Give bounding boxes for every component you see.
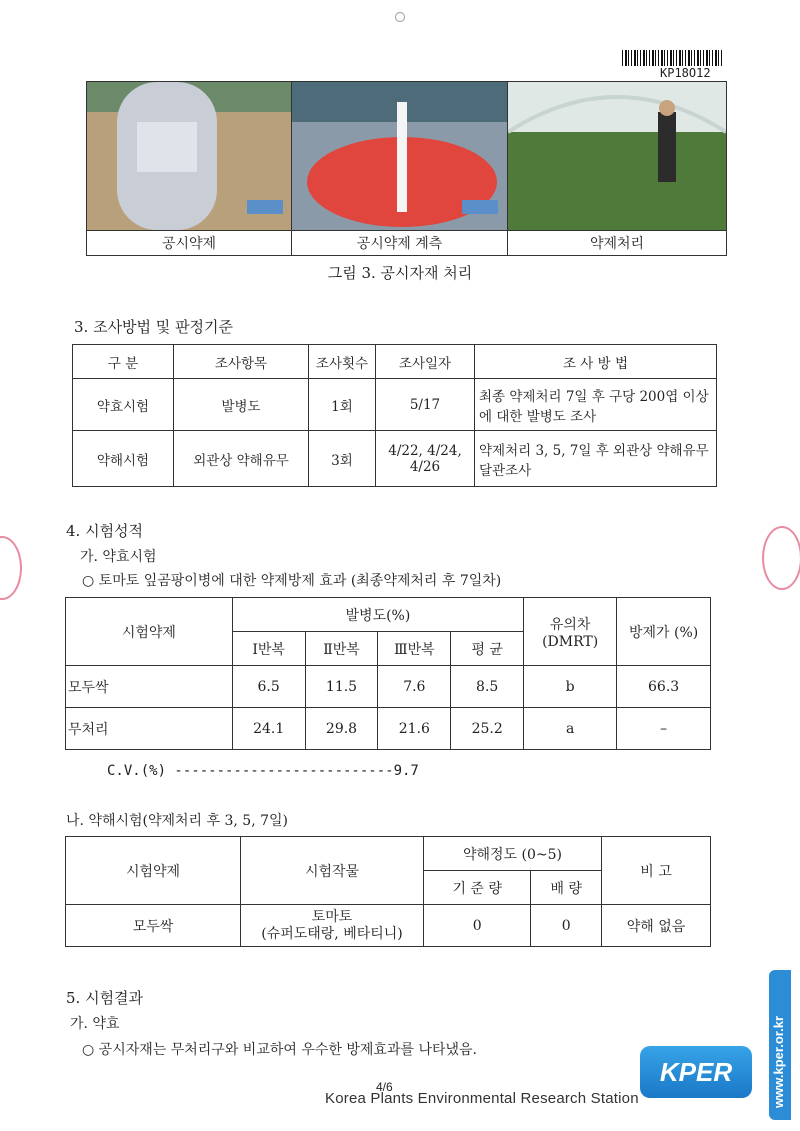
subsection-phytotoxicity: 나. 약해시험(약제처리 후 3, 5, 7일): [66, 813, 289, 829]
caption-1: 공시약제: [87, 231, 292, 256]
header-cell: 평 균: [451, 632, 524, 666]
cell: 8.5: [451, 666, 524, 708]
efficacy-bullet: ○ 토마토 잎곰팡이병에 대한 약제방제 효과 (최종약제처리 후 7일차): [82, 573, 502, 589]
cell: 66.3: [617, 666, 711, 708]
cell: 최종 약제처리 7일 후 구당 200엽 이상에 대한 발병도 조사: [475, 379, 717, 431]
kper-logo: KPER: [640, 1046, 752, 1098]
section5-title: 5. 시험결과: [66, 989, 144, 1007]
header-cell: 약해정도 (0~5): [424, 837, 602, 871]
table-row: [66, 905, 711, 947]
header-cell: 조사횟수: [309, 345, 376, 379]
table-row: [73, 379, 717, 431]
header-cell: Ⅰ반복: [232, 632, 305, 666]
photo-treatment: [508, 82, 726, 230]
cell: 6.5: [232, 666, 305, 708]
section4-title: 4. 시험성적: [66, 522, 144, 540]
cell: b: [524, 666, 617, 708]
barcode: [622, 50, 722, 66]
section3-title: 3. 조사방법 및 판정기준: [74, 318, 234, 336]
result-bullet: ○ 공시자재는 무처리구와 비교하여 우수한 방제효과를 나타냈음.: [82, 1042, 477, 1058]
header-cell: 방제가 (%): [617, 598, 711, 666]
cell: 약효시험: [73, 379, 174, 431]
cell: 0: [531, 905, 602, 947]
table-row: [73, 431, 717, 487]
table-row: [66, 666, 711, 708]
stamp-right: [762, 526, 800, 590]
table-row: [66, 708, 711, 750]
cell: 발병도: [174, 379, 309, 431]
cell: 1회: [309, 379, 376, 431]
cell: 5/17: [376, 379, 475, 431]
station-name: Korea Plants Environmental Research Station: [325, 1090, 639, 1107]
header-cell: 구 분: [73, 345, 174, 379]
bottle-image: [87, 82, 291, 230]
cell: 4/22, 4/24, 4/26: [376, 431, 475, 487]
subsection-result-efficacy: 가. 약효: [70, 1016, 120, 1032]
cell: 25.2: [451, 708, 524, 750]
header-cell: 비 고: [602, 837, 711, 905]
crop-name: 토마토: [311, 908, 353, 925]
doc-code: KP18O12: [660, 66, 711, 80]
header-cell: 기 준 량: [424, 871, 531, 905]
crop-varieties: (슈퍼도태랑, 베타티니): [261, 925, 403, 942]
cell: 모두싹: [66, 905, 241, 947]
cell: 24.1: [232, 708, 305, 750]
punch-hole: [395, 12, 405, 22]
header-cell: 시험약제: [66, 598, 233, 666]
stamp-left: [0, 536, 22, 600]
figure-photo-table: [86, 81, 727, 256]
cell: 외관상 약해유무: [174, 431, 309, 487]
header-cell: 시험작물: [241, 837, 424, 905]
figure-title: 그림 3. 공시자재 처리: [327, 264, 473, 282]
photo-product-bottle: [87, 82, 291, 230]
cell: 7.6: [378, 666, 451, 708]
header-cell: 시험약제: [66, 837, 241, 905]
page-number: 4/6: [376, 1080, 393, 1094]
caption-2: 공시약제 계측: [292, 231, 508, 256]
measuring-image: [292, 82, 507, 230]
header-cell: Ⅲ반복: [378, 632, 451, 666]
method-table: [72, 344, 717, 487]
cell: 0: [424, 905, 531, 947]
cell: 약제처리 3, 5, 7일 후 외관상 약해유무 달관조사: [475, 431, 717, 487]
side-url-band: [769, 970, 791, 1120]
header-cell: 조사일자: [376, 345, 475, 379]
header-cell: Ⅱ반복: [305, 632, 378, 666]
cell: 3회: [309, 431, 376, 487]
cell: a: [524, 708, 617, 750]
header-cell: 유의차 (DMRT): [524, 598, 617, 666]
cell: –: [617, 708, 711, 750]
cv-line: C.V.(%) --------------------------9.7: [107, 763, 419, 779]
header-cell: 조사항목: [174, 345, 309, 379]
caption-3: 약제처리: [508, 231, 727, 256]
header-cell: 배 량: [531, 871, 602, 905]
cell: [241, 905, 424, 947]
photo-measuring: [292, 82, 507, 230]
cell: 무처리: [66, 708, 233, 750]
site-url: www.kper.or.kr: [771, 1015, 786, 1108]
header-cell: 조 사 방 법: [475, 345, 717, 379]
cell: 11.5: [305, 666, 378, 708]
cell: 약해시험: [73, 431, 174, 487]
cell: 21.6: [378, 708, 451, 750]
subsection-efficacy: 가. 약효시험: [80, 549, 157, 565]
phytotoxicity-table: [65, 836, 711, 947]
cell: 모두싹: [66, 666, 233, 708]
table-header-row: [73, 345, 717, 379]
efficacy-table: [65, 597, 711, 750]
cell: 29.8: [305, 708, 378, 750]
cell: 약해 없음: [602, 905, 711, 947]
header-cell: 발병도(%): [232, 598, 523, 632]
greenhouse-image: [508, 82, 726, 230]
